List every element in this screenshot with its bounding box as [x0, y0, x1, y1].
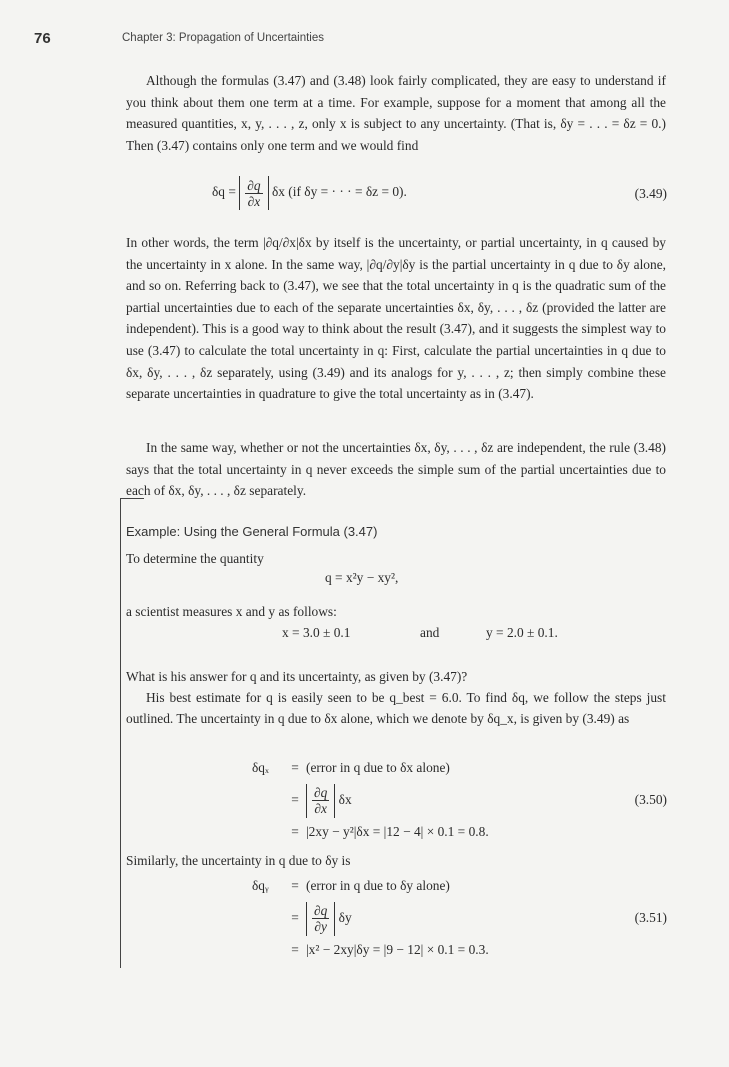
eq-3-49-lhs: δq =: [212, 184, 236, 200]
equals-sign: =: [291, 760, 299, 775]
eq-3-51-line-2-tail: δy: [338, 910, 352, 925]
eq-3-51-number: (3.51): [634, 910, 667, 925]
eq-3-49-abs: [239, 176, 268, 210]
eq-3-51-lhs: δqᵧ: [252, 878, 269, 893]
paragraph-2-text: In other words, the term |∂q/∂x|δx by itself is the uncertainty, or partial uncertainty, in q caused by the uncertainty in x alone. In the same way, |∂q/∂y|δy is the partial uncertainty in q due to δy alone, and so on. Referring back to (3.47), we see that the total uncertainty in q is the quadratic sum of the partial uncertainties due to each of the separate uncertainties δx, δy, . . . , δz (provided the latter are independent). This is a good way to think about the result (3.47), and it suggests the simplest way to use (3.47) to calculate the total uncertainty in q: First, calculate the partial uncertainties in q due to δx, δy, . . . , δz separately, using (3.49) and its analogs for y, . . . , z; then simply combine these separate uncertainties in quadrature to give the total uncertainty as in (3.47).: [126, 235, 666, 402]
eq-3-50-lhs: δqₓ: [252, 760, 269, 775]
eq-3-50-line-3: |2xy − y²|δx = |12 − 4| × 0.1 = 0.8.: [306, 824, 489, 839]
eq-3-51-fraction: [312, 903, 329, 934]
example-intro-text: To determine the quantity: [126, 551, 264, 566]
equals-sign: =: [291, 824, 299, 839]
eq-3-50-line-2-tail: δx: [338, 792, 352, 807]
equals-sign: =: [291, 878, 299, 893]
eq-3-50-line-2: [306, 780, 352, 820]
equation-x-measurement: x = 3.0 ± 0.1: [282, 625, 351, 640]
equation-3-49: [212, 176, 407, 210]
example-question-block: [126, 666, 666, 729]
eq-3-51-line-2: [306, 898, 352, 938]
page-header: [34, 30, 689, 52]
eq-3-50-numerator: ∂q: [314, 785, 328, 801]
example-similarly: [126, 850, 666, 871]
eq-3-49-rhs: δx (if δy = · · · = δz = 0).: [271, 184, 407, 200]
word-and: and: [420, 625, 440, 640]
example-question: What is his answer for q and its uncertainty, as given by (3.47)?: [126, 669, 468, 684]
eq-3-49-fraction: [245, 178, 262, 209]
equation-q-definition: q = x²y − xy²,: [325, 570, 399, 585]
example-measures-text: a scientist measures x and y as follows:: [126, 604, 337, 619]
paragraph-1-text: Although the formulas (3.47) and (3.48) look fairly complicated, they are easy to understand if you think about them one term at a time. For example, suppose for a moment that among all the measured quantities, x, y, . . . , z, only x is subject to any uncertainty. (That is, δy = . . . = δz = 0.) Then (3.47) contains only one term and we would find: [126, 73, 666, 153]
paragraph-1: [126, 70, 666, 156]
equals-sign: =: [291, 910, 299, 925]
example-measures: [126, 601, 666, 622]
eq-3-51-line-1: (error in q due to δy alone): [306, 878, 450, 893]
equals-sign: =: [291, 942, 299, 957]
paragraph-3-text: In the same way, whether or not the uncertainties δx, δy, . . . , δz are independent, the rule (3.48) says that the total uncertainty in q never exceeds the simple sum of the partial uncertainties due to each of δx, δy, . . . , δz separately.: [126, 440, 666, 499]
example-intro: [126, 548, 666, 569]
eq-3-49-numerator: ∂q: [247, 177, 261, 193]
paragraph-2: [126, 232, 666, 405]
eq-3-51-numerator: ∂q: [314, 903, 328, 919]
equals-sign: =: [291, 792, 299, 807]
example-title: Example: Using the General Formula (3.47): [126, 524, 378, 539]
example-similarly-text: Similarly, the uncertainty in q due to δy is: [126, 853, 351, 868]
running-head: Chapter 3: Propagation of Uncertainties: [122, 32, 325, 44]
eq-3-50-line-1: (error in q due to δx alone): [306, 760, 450, 775]
example-rule-horizontal: [120, 498, 144, 499]
equation-y-measurement: y = 2.0 ± 0.1.: [486, 625, 558, 640]
page-number: 76: [34, 30, 51, 47]
paragraph-3: [126, 437, 666, 502]
eq-3-51-line-3: |x² − 2xy|δy = |9 − 12| × 0.1 = 0.3.: [306, 942, 489, 957]
example-best-estimate: His best estimate for q is easily seen to be q_best = 6.0. To find δq, we follow the steps just outlined. The uncertainty in q due to δx alone, which we denote by δq_x, is given by (3.49) as: [126, 690, 666, 726]
eq-3-51-abs: [306, 902, 335, 936]
eq-3-50-number: (3.50): [634, 792, 667, 807]
eq-3-50-abs: [306, 784, 335, 818]
eq-3-50-denominator: ∂x: [314, 801, 327, 817]
eq-3-49-number: (3.49): [634, 186, 667, 201]
example-rule-vertical: [120, 498, 121, 968]
eq-3-50-fraction: [312, 785, 329, 816]
eq-3-51-denominator: ∂y: [314, 919, 327, 935]
eq-3-49-denominator: ∂x: [247, 193, 261, 209]
